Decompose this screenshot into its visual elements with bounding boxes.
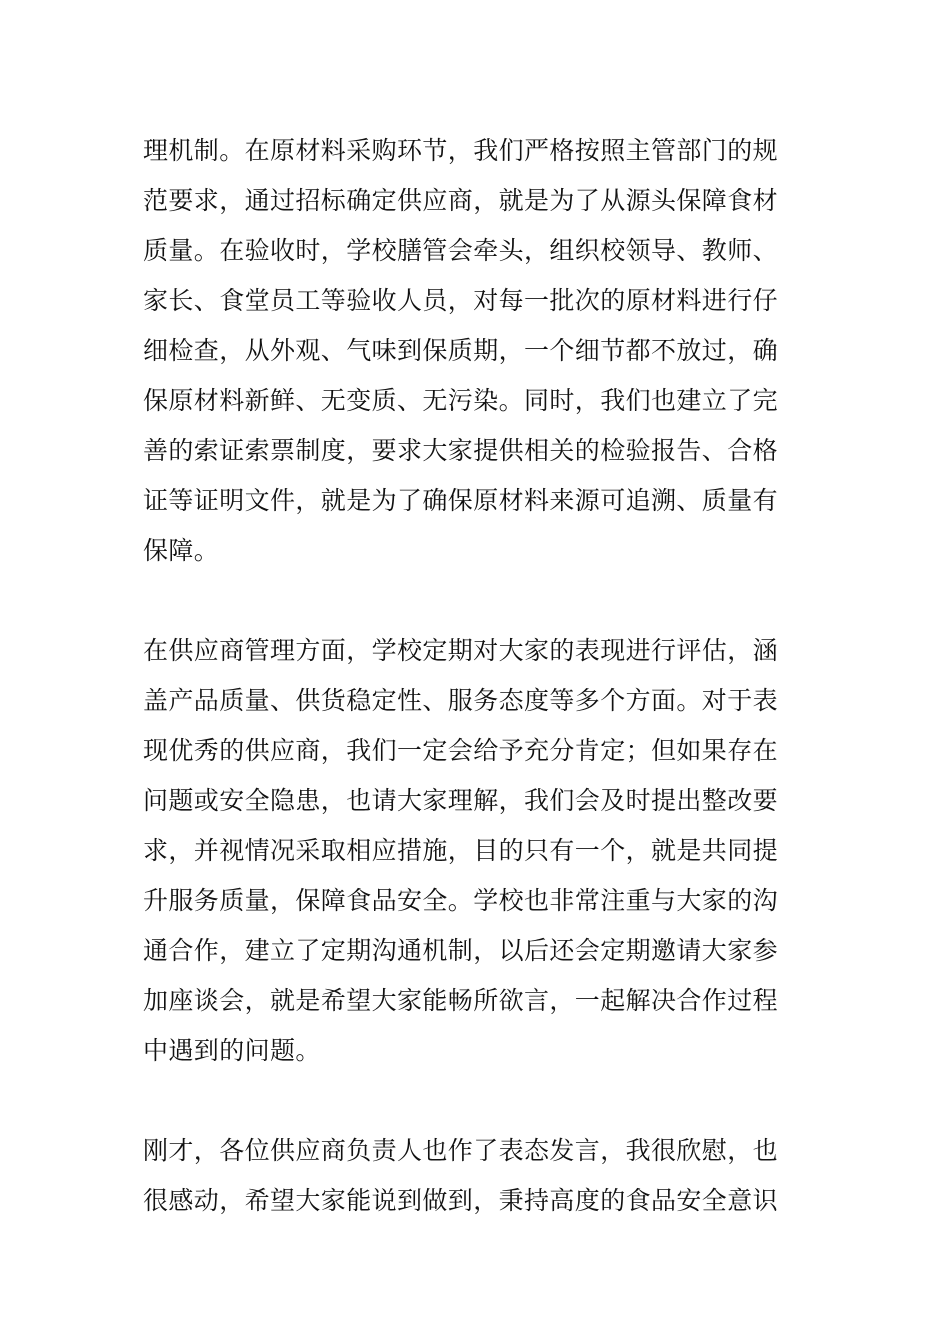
- paragraph-spacer: [143, 576, 807, 626]
- text-line: 通合作，建立了定期沟通机制，以后还会定期邀请大家参: [143, 936, 779, 965]
- text-line: 求，并视情况采取相应措施，目的只有一个，就是共同提: [143, 836, 779, 865]
- text-line: 保原材料新鲜、无变质、无污染。同时，我们也建立了完: [143, 386, 779, 415]
- text-line: 家长、食堂员工等验收人员，对每一批次的原材料进行仔: [143, 286, 779, 315]
- paragraph-2: [143, 626, 807, 1076]
- text-line: 理机制。在原材料采购环节，我们严格按照主管部门的规: [143, 136, 779, 165]
- paragraph-1: [143, 126, 807, 576]
- text-line: 范要求，通过招标确定供应商，就是为了从源头保障食材: [143, 186, 779, 215]
- text-line: 善的索证索票制度，要求大家提供相关的检验报告、合格: [143, 436, 779, 465]
- text-line: 问题或安全隐患，也请大家理解，我们会及时提出整改要: [143, 786, 779, 815]
- text-line: 中遇到的问题。: [143, 1036, 321, 1065]
- text-line: 证等证明文件，就是为了确保原材料来源可追溯、质量有: [143, 486, 779, 515]
- text-line: 现优秀的供应商，我们一定会给予充分肯定；但如果存在: [143, 736, 779, 765]
- text-line: 在供应商管理方面，学校定期对大家的表现进行评估，涵: [143, 636, 779, 665]
- text-line: 保障。: [143, 536, 220, 565]
- text-line: 质量。在验收时，学校膳管会牵头，组织校领导、教师、: [143, 236, 779, 265]
- text-line: 升服务质量，保障食品安全。学校也非常注重与大家的沟: [143, 886, 779, 915]
- text-line: 很感动，希望大家能说到做到，秉持高度的食品安全意识: [143, 1186, 779, 1215]
- text-line: 刚才，各位供应商负责人也作了表态发言，我很欣慰，也: [143, 1136, 779, 1165]
- text-line: 加座谈会，就是希望大家能畅所欲言，一起解决合作过程: [143, 986, 779, 1015]
- text-line: 盖产品质量、供货稳定性、服务态度等多个方面。对于表: [143, 686, 779, 715]
- paragraph-spacer: [143, 1076, 807, 1126]
- document-body: [143, 126, 807, 1226]
- text-line: 细检查，从外观、气味到保质期，一个细节都不放过，确: [143, 336, 779, 365]
- paragraph-3: [143, 1126, 807, 1226]
